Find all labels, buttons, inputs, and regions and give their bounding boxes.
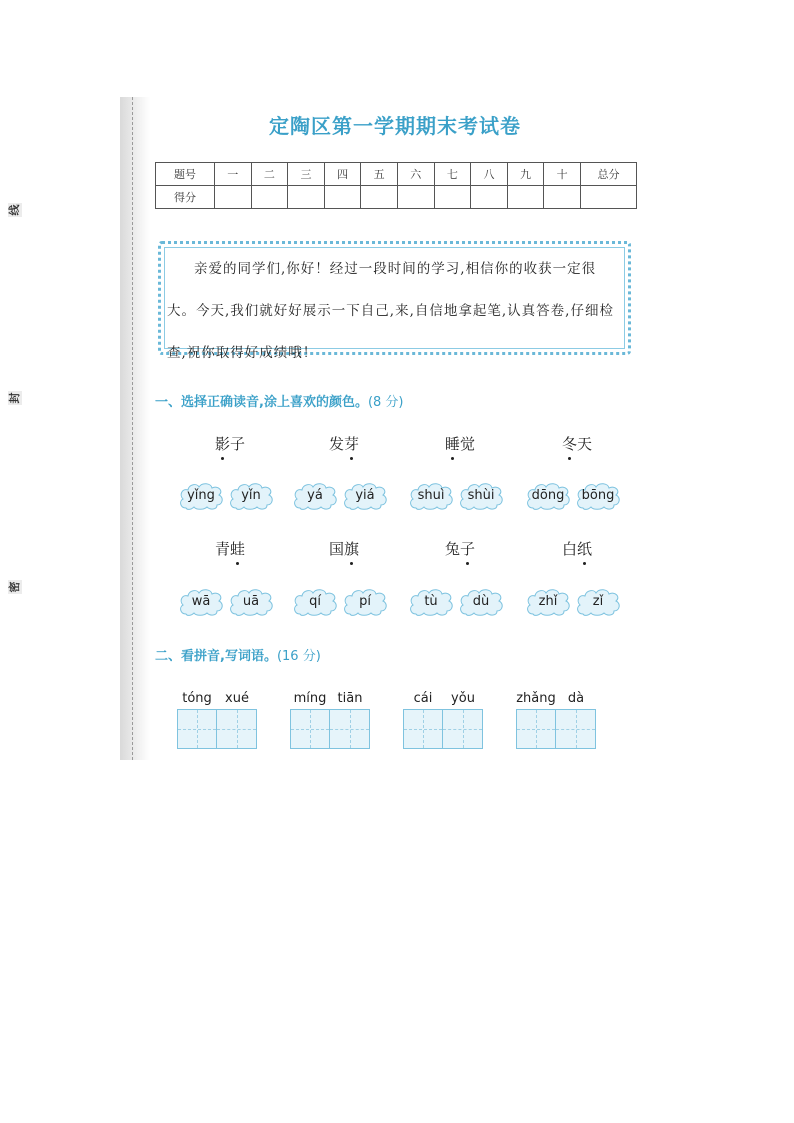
- score-cell[interactable]: [581, 186, 637, 209]
- pinyin-option-text: zǐ: [592, 594, 604, 609]
- dotted-char: 冬: [561, 435, 577, 453]
- binding-mark-secret: 密: [8, 581, 21, 593]
- score-header-cell: 三: [288, 163, 325, 186]
- section1-title: 一、选择正确读音,涂上喜欢的颜色。: [155, 395, 368, 410]
- pinyin-option-text: yiá: [355, 488, 375, 503]
- score-cell[interactable]: [288, 186, 325, 209]
- pinyin-cloud-option[interactable]: [525, 482, 571, 510]
- writing-grid: [177, 709, 257, 749]
- word-char: 兔: [444, 540, 460, 558]
- pinyin-option-text: shùi: [467, 488, 495, 503]
- score-header-cell: 九: [507, 163, 544, 186]
- binding-margin: [120, 97, 150, 760]
- word-3: [430, 433, 490, 454]
- pinyin-label: xué: [225, 691, 249, 706]
- score-cell[interactable]: [251, 186, 288, 209]
- pinyin-option-text: uā: [242, 594, 260, 609]
- pinyin-cloud-option[interactable]: [178, 588, 224, 616]
- word-6: [314, 538, 374, 559]
- writing-cell[interactable]: [556, 710, 595, 748]
- pinyin-option-text: dù: [472, 594, 490, 609]
- dotted-char: 睡: [444, 435, 460, 453]
- pinyin-label: yǒu: [451, 691, 475, 706]
- pinyin-cloud-option[interactable]: [178, 482, 224, 510]
- pinyin-option-text: qí: [309, 594, 321, 609]
- notice-box: [158, 241, 631, 361]
- word-8: [547, 538, 607, 559]
- binding-mark-seal: 封: [8, 392, 21, 404]
- score-header-cell: 题号: [156, 163, 215, 186]
- pinyin-label: tóng: [182, 691, 212, 706]
- pinyin-option-text: zhǐ: [538, 594, 558, 609]
- score-header-cell: 二: [251, 163, 288, 186]
- pinyin-option-text: yá: [307, 488, 323, 503]
- pinyin-cloud-option[interactable]: [408, 588, 454, 616]
- score-header-cell: 十: [544, 163, 581, 186]
- writing-cell[interactable]: [330, 710, 369, 748]
- writing-grid: [403, 709, 483, 749]
- score-cell[interactable]: [544, 186, 581, 209]
- pinyin-label: cái: [413, 691, 433, 706]
- pinyin-cloud-option[interactable]: [292, 588, 338, 616]
- pinyin-cloud-option[interactable]: [575, 588, 621, 616]
- word-char: 天: [577, 435, 593, 453]
- pinyin-cloud-option[interactable]: [342, 588, 388, 616]
- score-cell[interactable]: [397, 186, 434, 209]
- dotted-char: 旗: [344, 540, 360, 558]
- word-char: 觉: [460, 435, 476, 453]
- pinyin-cloud-option[interactable]: [575, 482, 621, 510]
- word-5: [200, 538, 260, 559]
- pinyin-cloud-option[interactable]: [525, 588, 571, 616]
- score-row-label: 得分: [156, 186, 215, 209]
- pinyin-cloud-option[interactable]: [458, 482, 504, 510]
- dotted-char: 芽: [344, 435, 360, 453]
- pinyin-option-text: yǐng: [187, 488, 215, 503]
- section1-points: (8 分): [367, 395, 404, 410]
- score-table-header-row: [156, 163, 637, 186]
- pinyin-label: dà: [567, 691, 585, 706]
- pinyin-cloud-option[interactable]: [342, 482, 388, 510]
- score-header-cell: 四: [324, 163, 361, 186]
- word-4: [547, 433, 607, 454]
- pinyin-cloud-option[interactable]: [228, 588, 274, 616]
- pinyin-label: zhǎng: [516, 691, 556, 706]
- pinyin-cloud-option[interactable]: [228, 482, 274, 510]
- word-char: 发: [328, 435, 344, 453]
- section2-title: 二、看拼音,写词语。: [155, 649, 277, 664]
- pinyin-label: míng: [293, 691, 327, 706]
- dotted-char: 影: [214, 435, 230, 453]
- pinyin-label: tiān: [337, 691, 363, 706]
- dotted-char: 蛙: [230, 540, 246, 558]
- exam-title: 定陶区第一学期期末考试卷: [269, 114, 521, 138]
- writing-grid: [290, 709, 370, 749]
- writing-cell[interactable]: [443, 710, 482, 748]
- score-header-cell: 总分: [581, 163, 637, 186]
- score-cell[interactable]: [471, 186, 508, 209]
- section1-heading: [155, 391, 404, 410]
- word-char: 子: [230, 435, 246, 453]
- notice-text: 亲爱的同学们,你好！经过一段时间的学习,相信你的收获一定很大。今天,我们就好好展示一下自己,来,自信地拿起笔,认真答卷,仔细检查,祝你取得好成绩哦！: [167, 261, 614, 361]
- word-char: 国: [328, 540, 344, 558]
- pinyin-option-text: wā: [191, 594, 211, 609]
- pinyin-option-text: dōng: [531, 488, 565, 503]
- word-char: 白: [561, 540, 577, 558]
- word-7: [430, 538, 490, 559]
- writing-cell[interactable]: [517, 710, 556, 748]
- pinyin-option-text: tù: [424, 594, 438, 609]
- word-1: [200, 433, 260, 454]
- section2-heading: [155, 645, 321, 664]
- writing-cell[interactable]: [178, 710, 217, 748]
- binding-mark-line: 线: [8, 204, 21, 216]
- writing-grid: [516, 709, 596, 749]
- pinyin-cloud-option[interactable]: [408, 482, 454, 510]
- score-header-cell: 五: [361, 163, 398, 186]
- score-cell[interactable]: [434, 186, 471, 209]
- section2-points: (16 分): [276, 649, 321, 664]
- word-2: [314, 433, 374, 454]
- dotted-char: 子: [460, 540, 476, 558]
- pinyin-option-text: pí: [359, 594, 371, 609]
- pinyin-option-text: shuì: [417, 488, 445, 503]
- score-cell[interactable]: [215, 186, 252, 209]
- pinyin-cloud-option[interactable]: [458, 588, 504, 616]
- writing-cell[interactable]: [217, 710, 256, 748]
- binding-line: [132, 97, 133, 760]
- writing-cell[interactable]: [404, 710, 443, 748]
- score-table-score-row: [156, 186, 637, 209]
- score-cell[interactable]: [324, 186, 361, 209]
- score-cell[interactable]: [507, 186, 544, 209]
- score-header-cell: 一: [215, 163, 252, 186]
- score-table: [155, 162, 637, 209]
- score-header-cell: 六: [397, 163, 434, 186]
- score-header-cell: 八: [471, 163, 508, 186]
- pinyin-option-text: yǐn: [241, 488, 261, 503]
- score-header-cell: 七: [434, 163, 471, 186]
- pinyin-cloud-option[interactable]: [292, 482, 338, 510]
- dotted-char: 纸: [577, 540, 593, 558]
- score-cell[interactable]: [361, 186, 398, 209]
- pinyin-option-text: bōng: [581, 488, 615, 503]
- writing-cell[interactable]: [291, 710, 330, 748]
- word-char: 青: [214, 540, 230, 558]
